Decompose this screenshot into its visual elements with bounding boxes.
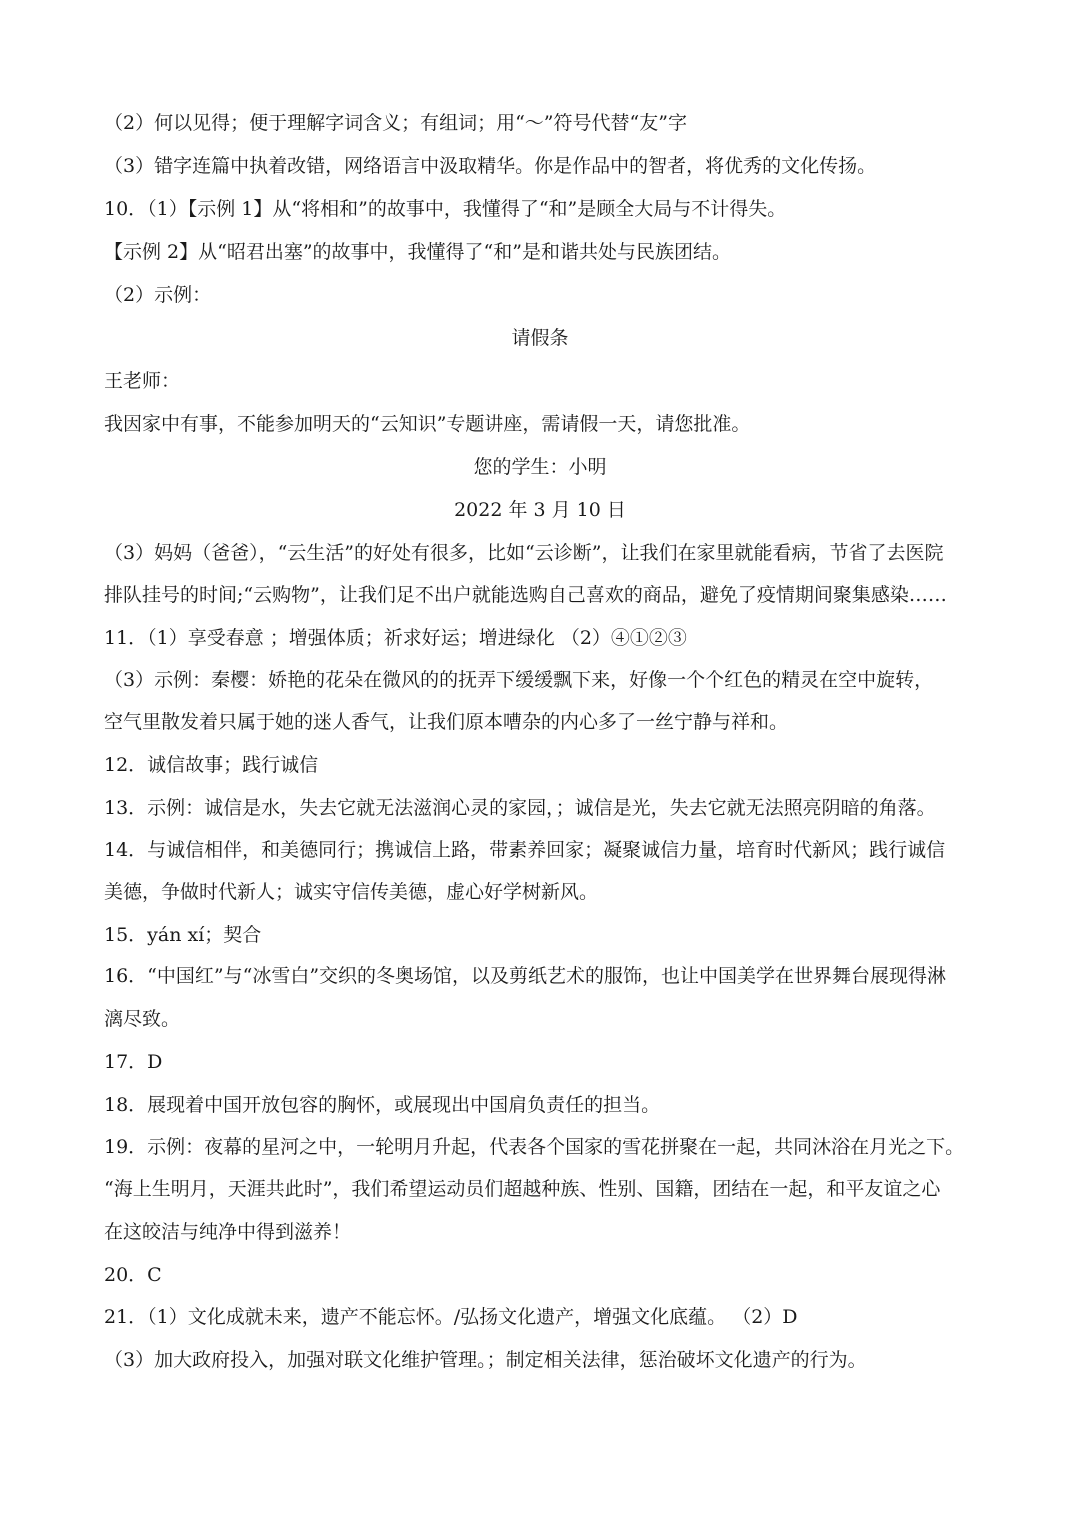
answer-line: （3）加大政府投入，加强对联文化维护管理。；制定相关法律，惩治破坏文化遗产的行为。: [104, 1349, 867, 1371]
answer-line: 【示例 2】从“昭君出塞”的故事中，我懂得了“和”是和谐共处与民族团结。: [104, 241, 731, 263]
answer-line: 美德，争做时代新人；诚实守信传美德，虚心好学树新风。: [104, 881, 599, 903]
answer-line: 21．（1）文化成就未来，遗产不能忘怀。/弘扬文化遗产，增强文化底蕴。 （2）D: [104, 1306, 798, 1328]
answer-line: 18．展现着中国开放包容的胸怀，或展现出中国肩负责任的担当。: [104, 1094, 661, 1116]
answer-line: 10．（1）【示例 1】从“将相和”的故事中，我懂得了“和”是顾全大局与不计得失。: [104, 198, 787, 220]
answer-line: 19．示例：夜幕的星河之中，一轮明月升起，代表各个国家的雪花拼聚在一起，共同沐浴在月光之下。: [104, 1136, 965, 1158]
answer-line: 11．（1）享受春意 ；增强体质；祈求好运；增进绿化 （2）④①②③: [104, 627, 687, 649]
answer-line: 排队挂号的时间;“云购物”，让我们足不出户就能选购自己喜欢的商品，避免了疫情期间聚集感染……: [104, 584, 947, 606]
answer-line: 空气里散发着只属于她的迷人香气，让我们原本嘈杂的内心多了一丝宁静与祥和。: [104, 711, 789, 733]
leave-note-signature: 您的学生：小明: [473, 456, 607, 478]
answer-line: （3）示例：秦樱：娇艳的花朵在微风的的抚弄下缓缓飘下来，好像一个个红色的精灵在空中旋转，: [104, 669, 934, 691]
answer-line: 16．“中国红”与“冰雪白”交织的冬奥场馆，以及剪纸艺术的服饰，也让中国美学在世界舞台展现得淋: [104, 965, 947, 987]
answer-line: 15．yán xí；契合: [104, 924, 262, 946]
answer-line: 17．D: [104, 1051, 163, 1073]
answer-line: “海上生明月，天涯共此时”，我们希望运动员们超越种族、性别、国籍，团结在一起，和平友谊之心: [104, 1178, 941, 1200]
answer-line: （2）示例：: [104, 284, 212, 306]
answer-line: （3）妈妈（爸爸），“云生活”的好处有很多，比如“云诊断”，让我们在家里就能看病，节省了去医院: [104, 542, 944, 564]
leave-note-date: 2022 年 3 月 10 日: [454, 499, 626, 521]
answer-line: 漓尽致。: [104, 1008, 181, 1030]
answer-line: 20．C: [104, 1264, 162, 1286]
answer-line: 在这皎洁与纯净中得到滋养！: [104, 1221, 352, 1243]
answer-line: （2）何以见得；便于理解字词含义；有组词；用“～”符号代替“友”字: [104, 112, 687, 134]
leave-note-salutation: 王老师：: [104, 370, 181, 392]
answer-line: 14．与诚信相伴，和美德同行；携诚信上路，带素养回家；凝聚诚信力量，培育时代新风；践行诚信: [104, 839, 946, 861]
answer-line: 12．诚信故事；践行诚信: [104, 754, 319, 776]
leave-note-title: 请假条: [511, 327, 569, 349]
answer-line: 13．示例：诚信是水，失去它就无法滋润心灵的家园，；诚信是光，失去它就无法照亮阴暗的角落。: [104, 797, 936, 819]
answer-line: （3）错字连篇中执着改错，网络语言中汲取精华。你是作品中的智者，将优秀的文化传扬。: [104, 155, 877, 177]
leave-note-body: 我因家中有事，不能参加明天的“云知识”专题讲座，需请假一天，请您批准。: [104, 413, 751, 435]
